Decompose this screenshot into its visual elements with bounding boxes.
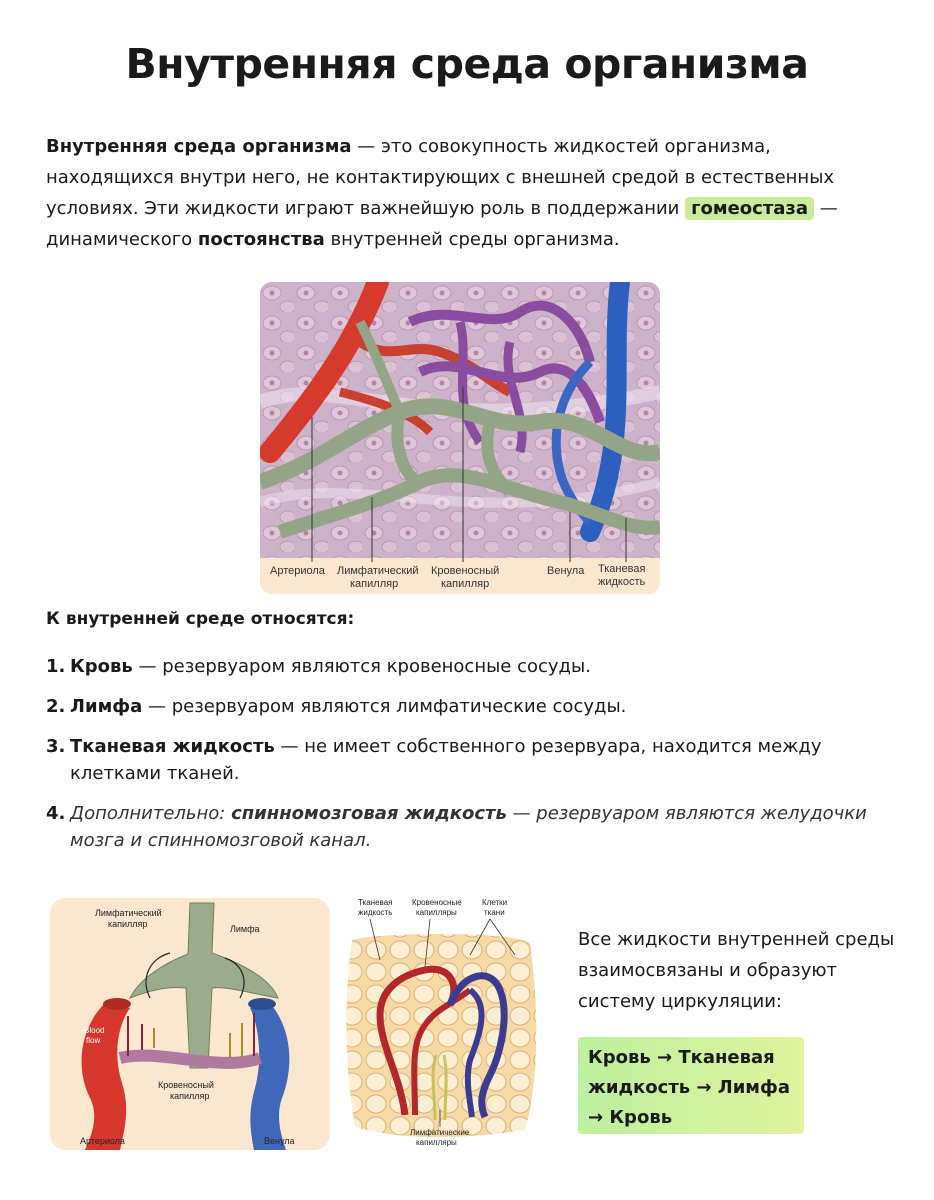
fig2-label-lymph-capillary-1: Лимфатический xyxy=(95,908,162,918)
fig2-label-blood-capillary-1: Кровеносный xyxy=(158,1080,214,1090)
intro-bold-constancy: постоянства xyxy=(197,229,325,250)
list-number: 1. xyxy=(46,656,66,677)
fig3-label-cells-1: Клетки xyxy=(482,898,508,907)
fig1-label-lymph-capillary-2: капилляр xyxy=(350,578,399,590)
list-item-term: Тканевая жидкость xyxy=(70,736,275,757)
fig3-label-lymph-capillaries-1: Лимфатические xyxy=(410,1128,470,1137)
fig1-label-lymph-capillary-1: Лимфатический xyxy=(337,565,419,577)
fig3-label-tissue-2: жидкость xyxy=(358,908,393,917)
list-item xyxy=(46,800,906,854)
fig1-label-blood-capillary-2: капилляр xyxy=(441,578,490,590)
page-title: Внутренняя среда организма xyxy=(125,40,809,88)
intro-text-1: — это совокупность жидкостей организма, находящихся внутри него, не контактирующих с внешней средой в естественных условиях. Эти жидкости играют важнейшую роль в поддержании xyxy=(46,136,835,219)
fig3-label-lymph-capillaries-2: капилляры xyxy=(416,1138,457,1147)
fig2-label-blood-flow-1: Blood xyxy=(84,1026,105,1035)
list-item-prefix: Дополнительно: xyxy=(70,803,232,824)
fig2-label-venule: Венула xyxy=(264,1136,295,1146)
circulation-summary-box: Кровь → Тканевая жидкость → Лимфа → Кровь xyxy=(578,1037,804,1134)
list-number: 3. xyxy=(46,736,66,757)
fig3-label-tissue-1: Тканевая xyxy=(358,898,393,907)
capillary-network-illustration xyxy=(260,282,660,594)
fluids-list xyxy=(46,653,906,867)
fig1-label-venule: Венула xyxy=(547,565,585,577)
list-item xyxy=(46,693,906,720)
list-number: 4. xyxy=(46,803,66,824)
intro-term: Внутренняя среда организма xyxy=(46,136,352,157)
list-item-text: — резервуаром являются лимфатические сосуды. xyxy=(142,696,627,717)
fig1-label-tissue-fluid-2: жидкость xyxy=(598,576,646,588)
list-item xyxy=(46,733,906,787)
fig3-label-blood-capillaries-1: Кровеносные xyxy=(412,898,462,907)
intro-paragraph xyxy=(46,131,896,255)
list-item-term: Кровь xyxy=(70,656,133,677)
fig3-label-blood-capillaries-2: капилляры xyxy=(416,908,457,917)
fig2-label-lymph-capillary-2: капилляр xyxy=(108,919,148,929)
venule-vessel-2 xyxy=(250,1003,289,1150)
fig2-label-blood-capillary-2: капилляр xyxy=(170,1091,210,1101)
fig2-label-lymph: Лимфа xyxy=(230,924,260,934)
fig2-label-blood-flow-2: flow xyxy=(86,1036,101,1045)
homeostasis-highlight: гомеостаза xyxy=(685,197,814,220)
list-item-text: — не имеет собственного резервуара, находится между клетками тканей. xyxy=(70,736,822,784)
fig2-label-arteriole: Артериола xyxy=(80,1136,125,1146)
intro-text-2: — динамического xyxy=(46,198,838,250)
list-item xyxy=(46,653,906,680)
list-number: 2. xyxy=(46,696,66,717)
fig1-label-blood-capillary-1: Кровеносный xyxy=(431,565,500,577)
lymph-formation-illustration xyxy=(50,898,330,1150)
circulation-text: Все жидкости внутренней среды взаимосвязаны и образуют систему циркуляции: xyxy=(578,929,895,1012)
fig1-label-arteriole: Артериола xyxy=(270,565,325,577)
intro-text-3: внутренней среды организма. xyxy=(324,229,620,250)
list-item-text: — резервуаром являются кровеносные сосуды. xyxy=(132,656,591,677)
list-item-text: — резервуаром являются желудочки мозга и спинномозговой канал. xyxy=(70,803,867,851)
tissue-fluid-illustration xyxy=(340,895,540,1155)
list-heading: К внутренней среде относятся: xyxy=(46,609,355,629)
fig1-label-tissue-fluid-1: Тканевая xyxy=(598,563,646,575)
fig3-label-cells-2: ткани xyxy=(484,908,505,917)
list-item-term: спинномозговая жидкость xyxy=(231,803,507,824)
list-item-term: Лимфа xyxy=(70,696,143,717)
